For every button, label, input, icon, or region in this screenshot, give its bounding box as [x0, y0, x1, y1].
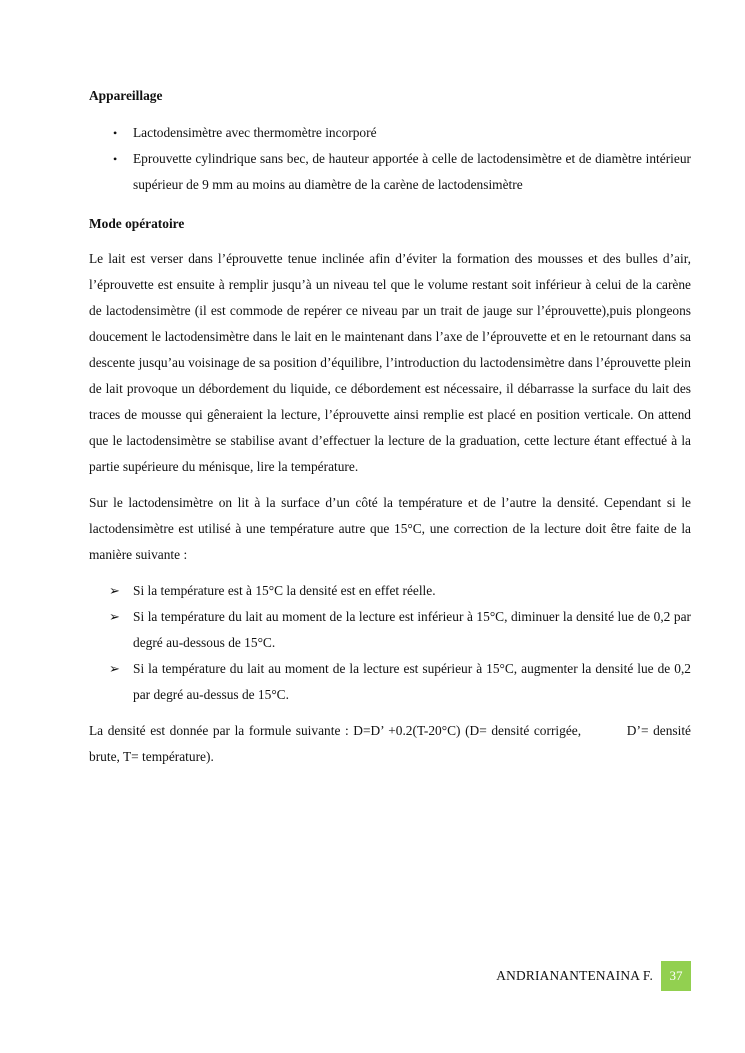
bullet-icon: •	[113, 126, 118, 140]
list-item-text: Si la température du lait au moment de la lecture est inférieur à 15°C, diminuer la densité lue de 0,2 par degré au-dessous de 15°C.	[133, 609, 691, 650]
list-item-text: Lactodensimètre avec thermomètre incorporé	[133, 125, 377, 140]
list-item	[89, 146, 691, 198]
arrow-bullet-icon: ➢	[109, 661, 120, 676]
formula-paragraph: La densité est donnée par la formule suivante : D=D’ +0.2(T-20°C) (D= densité corrigée, D’= densité brute, T= température).	[89, 723, 695, 764]
section-title-appareillage: Appareillage	[89, 88, 163, 103]
list-item	[89, 656, 691, 708]
correction-intro-paragraph: Sur le lactodensimètre on lit à la surface d’un côté la température et de l’autre la densité. Cependant si le lactodensimètre est utilisé à une température autre que 15°C, une correction de la lecture doit être faite de la manière suivante :	[89, 495, 691, 562]
footer-author: ANDRIANANTENAINA F.	[496, 968, 653, 983]
page-number-badge: 37	[661, 961, 691, 991]
list-item-text: Eprouvette cylindrique sans bec, de hauteur apportée à celle de lactodensimètre et de diamètre intérieur supérieur de 9 mm au moins au diamètre de la carène de lactodensimètre	[133, 151, 691, 192]
list-item-text: Si la température est à 15°C la densité est en effet réelle.	[133, 583, 436, 598]
list-item	[89, 120, 691, 146]
section-title-mode-operatoire: Mode opératoire	[89, 216, 185, 231]
arrow-bullet-icon: ➢	[109, 583, 120, 598]
list-item	[89, 578, 691, 604]
equipment-list	[89, 120, 691, 198]
bullet-icon: •	[113, 152, 118, 166]
document-body	[89, 86, 695, 770]
arrow-bullet-icon: ➢	[109, 609, 120, 624]
list-item	[89, 604, 691, 656]
page-footer	[496, 961, 691, 991]
list-item-text: Si la température du lait au moment de la lecture est supérieur à 15°C, augmenter la densité lue de 0,2 par degré au-dessus de 15°C.	[133, 661, 691, 702]
procedure-paragraph: Le lait est verser dans l’éprouvette tenue inclinée afin d’éviter la formation des mousses et des bulles d’air, l’éprouvette est ensuite à remplir jusqu’à un niveau tel que le volume restant soit inférieur à celui de la carène de lactodensimètre (il est commode de repérer ce niveau par un trait de jauge sur l’éprouvette),puis plongeons doucement le lactodensimètre dans le lait en le maintenant dans l’axe de l’éprouvette et en le retournant dans sa descente jusqu’au voisinage de sa position d’équilibre, l’introduction du lactodensimètre dans l’éprouvette plein de lait provoque un débordement du liquide, ce débordement est nécessaire, il débarrasse la surface du lait des traces de mousse qui gêneraient la lecture, l’éprouvette ainsi remplie est placé en position verticale. On attend que le lactodensimètre se stabilise avant d’effectuer la lecture de la graduation, cette lecture étant effectué à la partie supérieure du ménisque, lire la température.	[89, 251, 691, 474]
correction-list	[89, 578, 691, 708]
